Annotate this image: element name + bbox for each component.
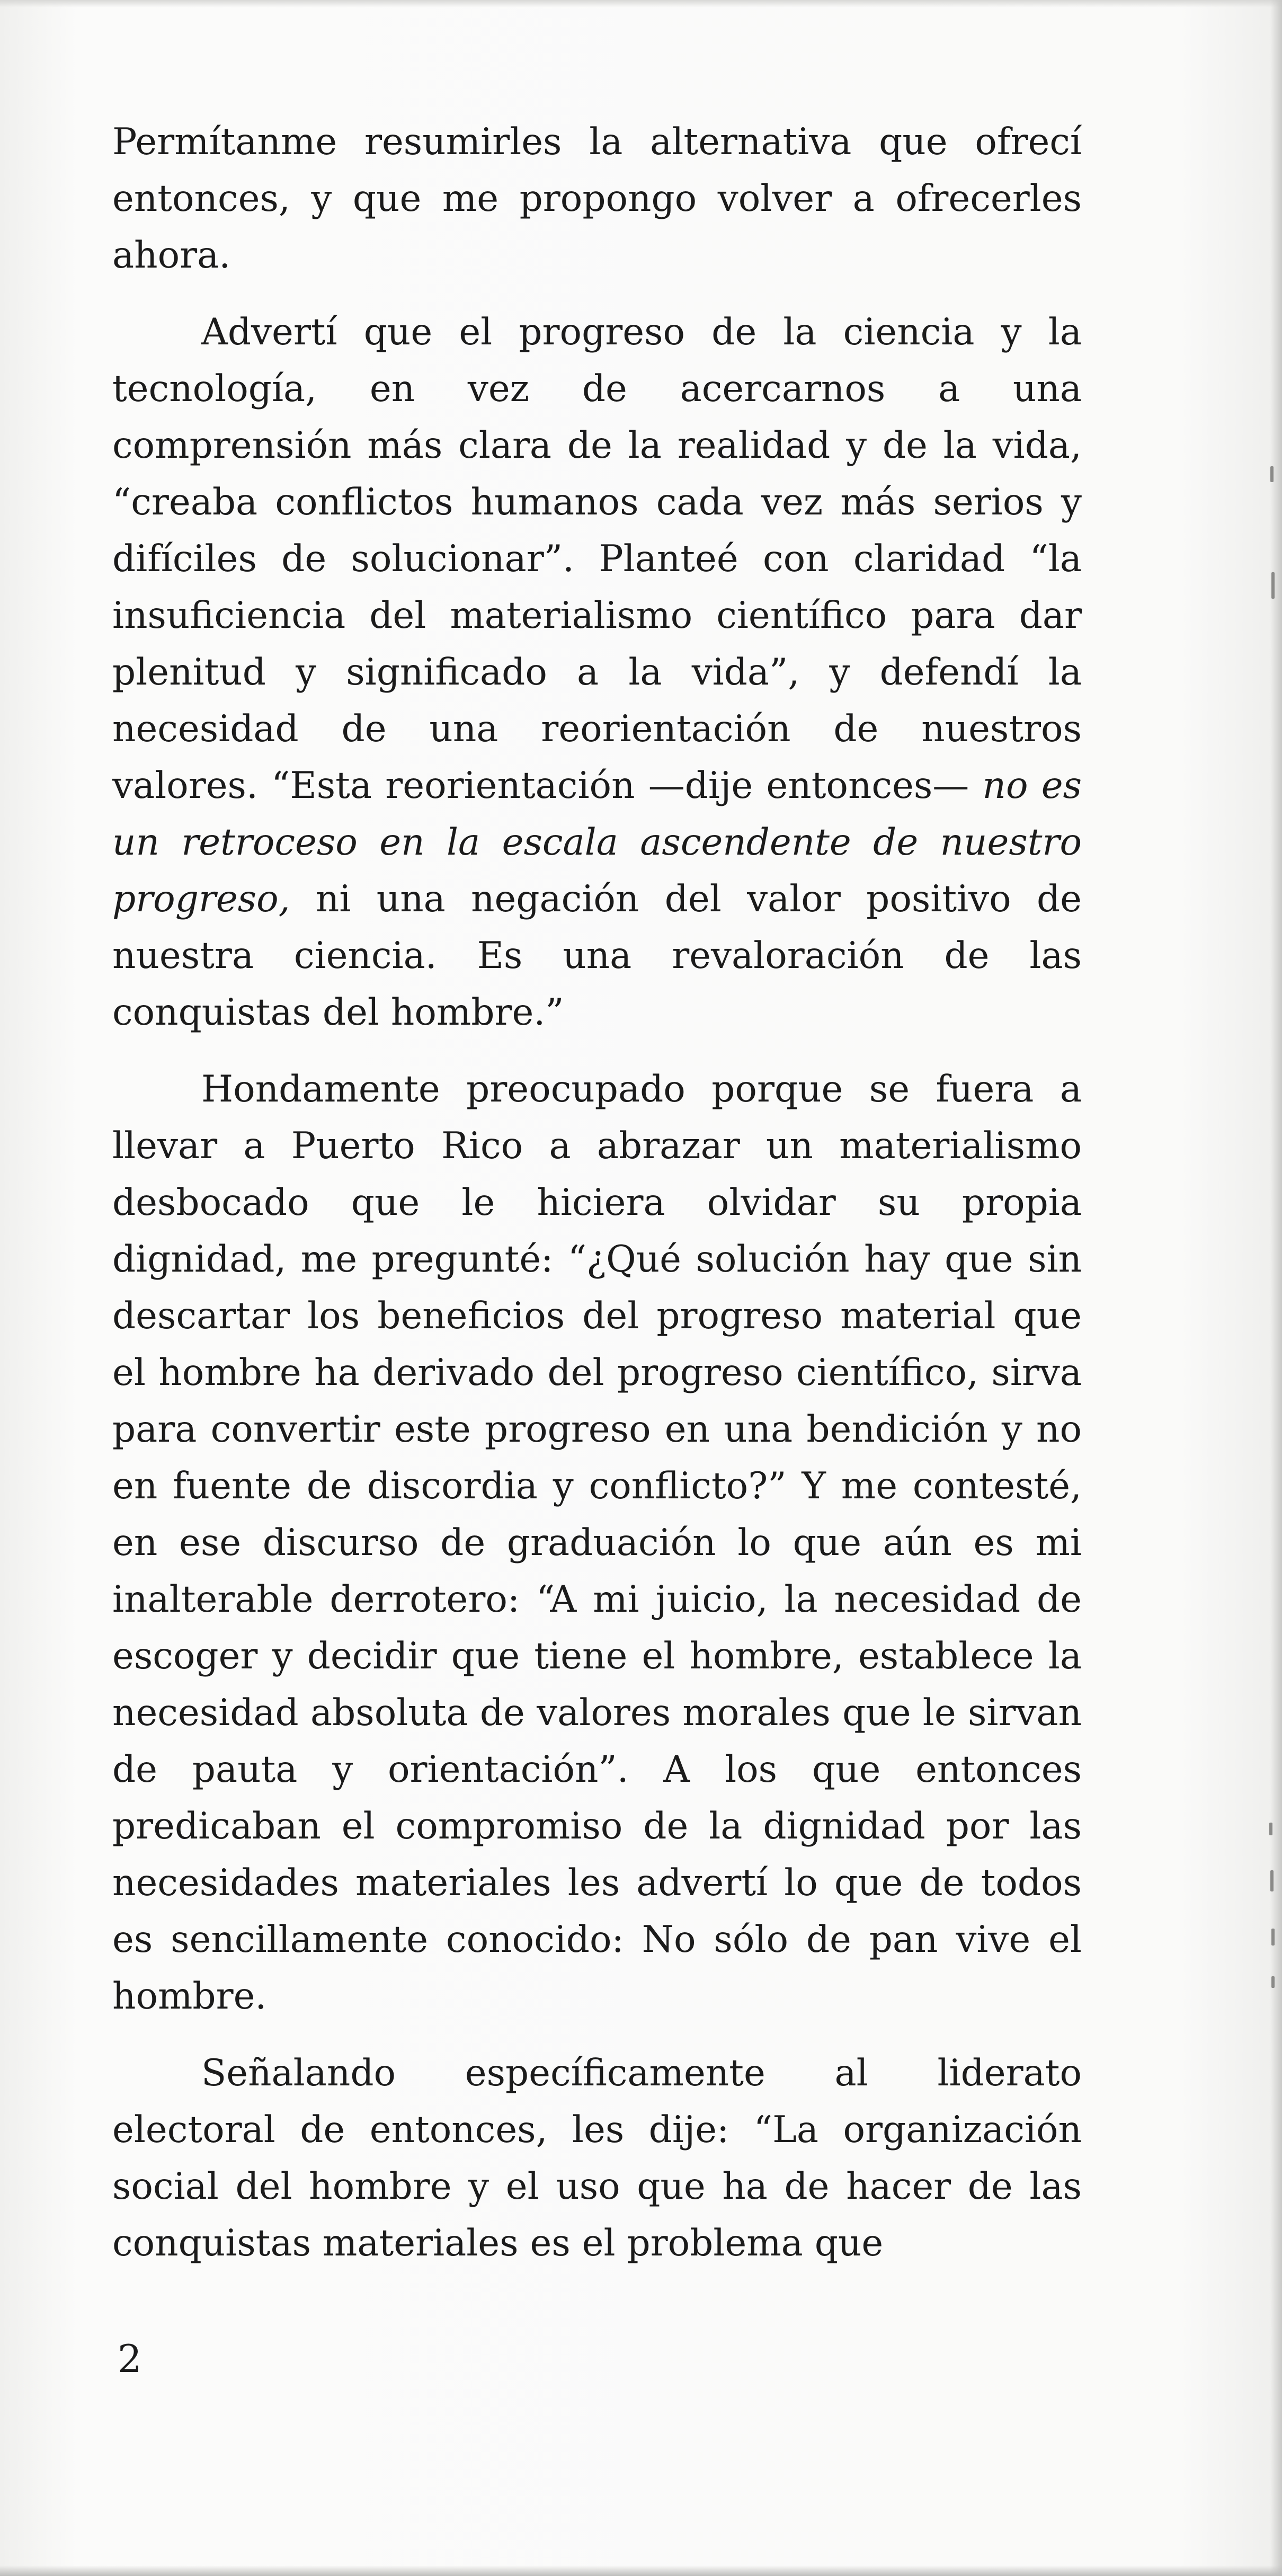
page-number: 2 xyxy=(118,2337,142,2381)
page-top-shadow xyxy=(0,0,1282,7)
text-run: Advertí que el progreso de la ciencia y la tecnología, en vez de acercarnos a una comprensión más clara de la realidad y de la vida, “creaba conflictos humanos cada vez más serios y difíciles de solucionar”. Planteé con claridad “la insuficiencia del materialismo científico para dar plenitud y significado a la vida”, y defendí la necesidad de una reorientación de nuestros valores. “Esta reorientación —dije entonces— xyxy=(112,311,1082,807)
text-run: Permítanme resumirles la alternativa que ofrecí entonces, y que me propongo volver a ofrecerles ahora. xyxy=(112,121,1082,277)
body-text xyxy=(112,114,1082,2272)
margin-speck xyxy=(1270,466,1274,482)
text-run: Señalando específicamente al liderato electoral de entonces, les dije: “La organización social del hombre y el uso que ha de hacer de las conquistas materiales es el problema que xyxy=(112,2052,1082,2264)
paragraph xyxy=(112,304,1082,1041)
margin-speck xyxy=(1271,1929,1275,1946)
text-run: ni una negación del valor positivo de nuestra ciencia. Es una revaloración de las conquistas del hombre.” xyxy=(112,878,1082,1034)
paragraph xyxy=(112,1061,1082,2025)
page-right-edge xyxy=(1270,0,1282,2576)
margin-speck xyxy=(1271,1976,1275,1988)
italic-text-run: no es un retroceso en la escala ascendente de nuestro progreso, xyxy=(112,765,1082,920)
margin-speck xyxy=(1270,1870,1274,1891)
text-run: Hondamente preocupado porque se fuera a llevar a Puerto Rico a abrazar un materialismo desbocado que le hiciera olvidar su propia dignidad, me pregunté: “¿Qué solución hay que sin descartar los beneficios del progreso material que el hombre ha derivado del progreso científico, sirva para convertir este progreso en una bendición y no en fuente de discordia y conflicto?” Y me contesté, en ese discurso de graduación lo que aún es mi inalterable derrotero: “A mi juicio, la necesidad de escoger y decidir que tiene el hombre, establece la necesidad absoluta de valores morales que le sirvan de pauta y orientación”. A los que entonces predicaban el compromiso de la dignidad por las necesidades materiales les advertí lo que de todos es sencillamente conocido: No sólo de pan vive el hombre. xyxy=(112,1068,1082,2018)
paragraph xyxy=(112,2045,1082,2272)
margin-speck xyxy=(1269,1823,1272,1835)
page-bottom-edge xyxy=(0,2565,1282,2576)
paragraph xyxy=(112,114,1082,284)
margin-speck xyxy=(1271,572,1275,599)
